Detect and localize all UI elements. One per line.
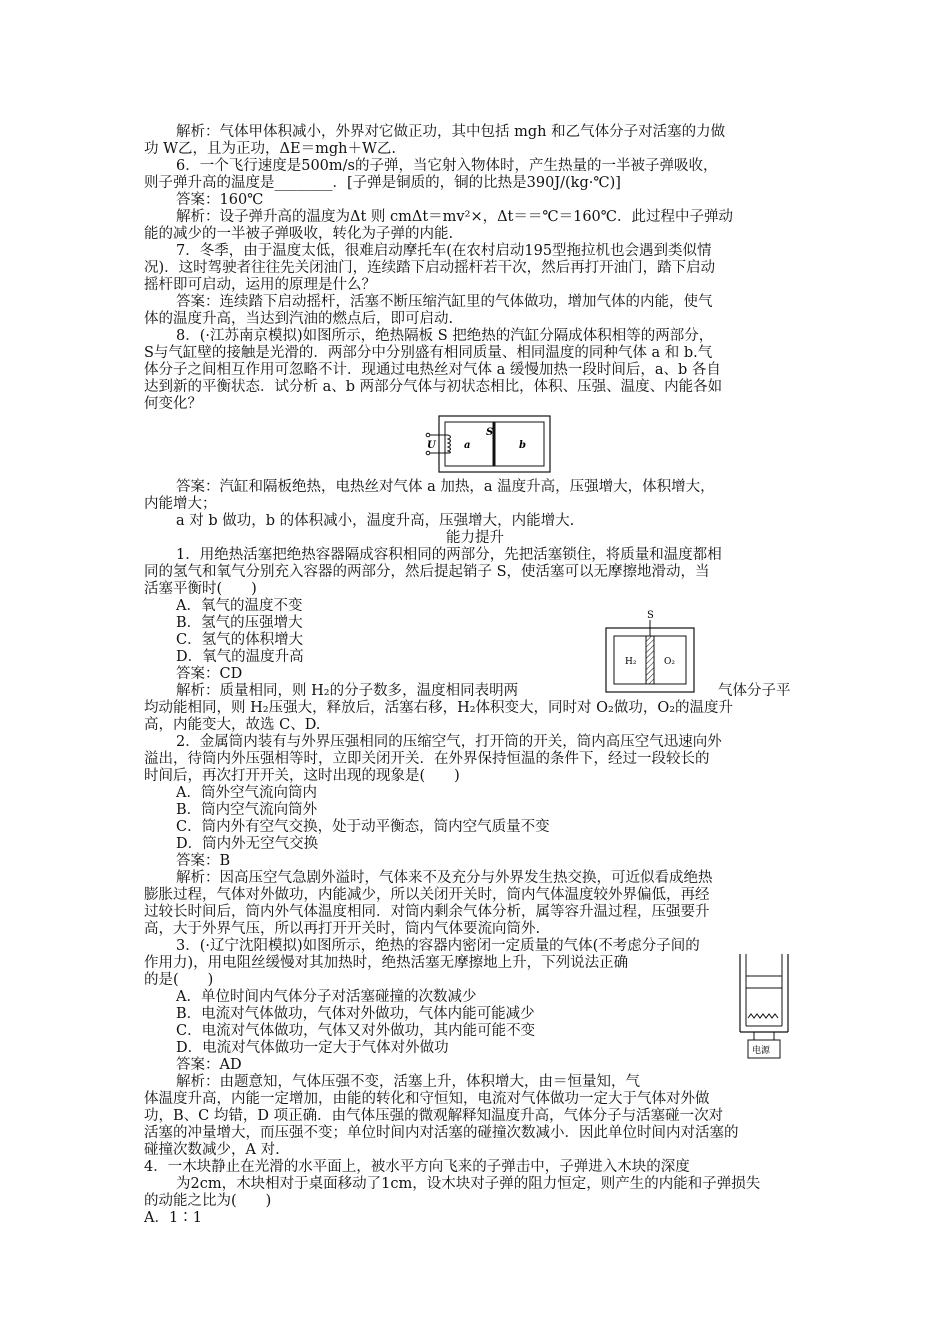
option-a: A．单位时间内气体分子对活塞碰撞的次数减少: [176, 989, 477, 1005]
text-line: 解析：质量相同，则 H₂的分子数多，温度相同表明两: [176, 683, 519, 699]
text-line: 活塞平衡时( ): [144, 581, 257, 597]
piston-container-figure: [604, 604, 696, 698]
text-line: S与气缸壁的接触是光滑的．两部分中分别盛有相同质量、相同温度的同种气体 a 和 b.气: [144, 345, 713, 361]
text-line: 能的减少的一半被子弹吸收，转化为子弹的内能.: [144, 226, 454, 242]
answer: 答案：CD: [176, 666, 243, 682]
text-line: 的动能之比为( ): [144, 1193, 272, 1209]
question-4: 为2cm，木块相对于桌面移动了1cm，设木块对子弹的阻力恒定，则产生的内能和子弹损失: [176, 1176, 761, 1192]
text-line: 解析：设子弹升高的温度为Δt 则 cmΔt＝mv²×，Δt＝＝℃＝160℃．此过程中子弹动: [176, 209, 734, 225]
option-d: D．氧气的温度升高: [176, 649, 304, 665]
question-6: 6．一个飞行速度是500m/s的子弹，当它射入物体时，产生热量的一半被子弹吸收，: [176, 158, 718, 174]
text-line: 活塞的冲量增大，而压强不变；单位时间内对活塞的碰撞次数减小．因此单位时间内对活塞的: [144, 1125, 739, 1141]
option-b: B．筒内空气流向筒外: [176, 802, 318, 818]
text-line: a 对 b 做功，b 的体积减小，温度升高，压强增大，内能增大.: [176, 513, 575, 529]
label-s: S: [486, 427, 494, 438]
text-line: 体分子之间相互作用可忽略不计．现通过电热丝对气体 a 缓慢加热一段时间后，a、b 各自: [144, 362, 721, 378]
label-h2: H₂: [625, 657, 637, 667]
text-line: 膨胀过程，气体对外做功，内能减少，所以关闭开关时，筒内气体温度较外界偏低，再经: [144, 887, 710, 903]
question-8: 8．(·江苏南京模拟)如图所示，绝热隔板 S 把绝热的汽缸分隔成体积相等的两部分，: [176, 328, 714, 344]
answer: 答案：B: [176, 853, 231, 869]
question-2: 2．金属筒内装有与外界压强相同的压缩空气，打开筒的开关，筒内高压空气迅速向外: [176, 734, 722, 750]
answer: 答案：AD: [176, 1057, 242, 1073]
text-line: 体温度升高，内能一定增加，由能的转化和守恒知，电流对气体做功一定大于气体对外做: [144, 1091, 710, 1107]
text-line: 高，内能变大，故选 C、D.: [144, 717, 321, 733]
text-line: 过较长时间后，筒内外气体温度相同．对筒内剩余气体分析，属等容升温过程，压强要升: [144, 904, 710, 920]
question-1: 1．用绝热活塞把绝热容器隔成容积相同的两部分，先把活塞锁住，将质量和温度都相: [176, 547, 722, 563]
option-c: C．氢气的体积增大: [176, 632, 304, 648]
text-line: 摇杆即可启动，运用的原理是什么？: [144, 277, 376, 293]
text-line: 况)．这时驾驶者往往先关闭油门，连续踏下启动摇杆若干次，然后再打开油门，踏下启动: [144, 260, 716, 276]
answer: 答案：连续踏下启动摇杆，活塞不断压缩汽缸里的气体做功，增加气体的内能，使气: [176, 294, 713, 310]
label-a: a: [464, 440, 471, 451]
text-line: 高，大于外界气压，所以再打开开关时，筒内气体要流向筒外.: [144, 921, 541, 937]
cylinder-figure: [424, 413, 554, 477]
text-line: 碰撞次数减少，A 对.: [144, 1142, 280, 1158]
text-line: 解析：气体甲体积减小，外界对它做正功，其中包括 mgh 和乙气体分子对活塞的力做: [176, 124, 726, 140]
text-line: 达到新的平衡状态．试分析 a、b 两部分气体与初状态相比，体积、压强、温度、内能各如: [144, 379, 723, 395]
answer: 答案：汽缸和隔板绝热，电热丝对气体 a 加热，a 温度升高，压强增大，体积增大，: [176, 479, 715, 495]
option-b: B．电流对气体做功，气体对外做功，气体内能可能减少: [176, 1006, 535, 1022]
option-c: C．筒内外有空气交换，处于动平衡态，筒内空气质量不变: [176, 819, 550, 835]
option-a: A．氧气的温度不变: [176, 598, 303, 614]
answer: 答案：160℃: [176, 192, 264, 208]
label-s: S: [647, 610, 654, 621]
text-line: 解析：由题意知，气体压强不变，活塞上升，体积增大，由＝恒量知，气: [176, 1074, 640, 1090]
power-source-label: 电源: [752, 1046, 771, 1056]
section-heading: 能力提升: [446, 530, 504, 546]
text-line: 功 W乙，且为正功，ΔE＝mgh＋W乙.: [144, 141, 396, 157]
text-line: 4．一木块静止在光滑的水平面上，被水平方向飞来的子弹击中，子弹进入木块的深度: [144, 1159, 690, 1175]
question-7: 7．冬季，由于温度太低，很难启动摩托车(在农村启动195型拖拉机也会遇到类似情: [176, 243, 712, 259]
text-line: 体的温度升高，当达到汽油的燃点后，即可启动.: [144, 311, 454, 327]
label-b: b: [519, 440, 526, 451]
text-line: 溢出，待筒内外压强相等时，立即关闭开关．在外界保持恒温的条件下，经过一段较长的: [144, 751, 710, 767]
text-line: 解析：因高压空气急剧外溢时，气体来不及充分与外界发生热交换，可近似看成绝热: [176, 870, 713, 886]
text-line: 气体分子平: [718, 683, 791, 699]
text-line: 同的氢气和氧气分别充入容器的两部分，然后提起销子 S，使活塞可以无摩擦地滑动，当: [144, 564, 710, 580]
text-line: 何变化？: [144, 396, 202, 412]
text-line: 则子弹升高的温度是________．[子弹是铜质的，铜的比热是390J/(kg·℃)]: [144, 175, 621, 191]
option-d: D．筒内外无空气交换: [176, 836, 319, 852]
text-line: 的是( ): [144, 972, 214, 988]
option-b: B．氢气的压强增大: [176, 615, 303, 631]
option-d: D．电流对气体做功一定大于气体对外做功: [176, 1040, 449, 1056]
text-line: 时间后，再次打开开关，这时出现的现象是( ): [144, 768, 460, 784]
text-line: 作用力)，用电阻丝缓慢对其加热时，绝热活塞无摩擦地上升，下列说法正确: [144, 955, 629, 971]
option-a: A．筒外空气流向筒内: [176, 785, 317, 801]
option-c: C．电流对气体做功，气体又对外做功，其内能可能不变: [176, 1023, 536, 1039]
text-line: 功，B、C 均错，D 项正确．由气体压强的微观解释知温度升高，气体分子与活塞碰一次对: [144, 1108, 724, 1124]
question-3: 3．(·辽宁沈阳模拟)如图所示，绝热的容器内密闭一定质量的气体(不考虑分子间的: [176, 938, 700, 954]
text-line: 均动能相同，则 H₂压强大，释放后，活塞右移，H₂体积变大，同时对 O₂做功，O₂的温度升: [144, 700, 734, 716]
heated-cylinder-figure: [734, 952, 794, 1064]
text-line: A．1∶1: [144, 1210, 202, 1226]
label-o2: O₂: [664, 657, 675, 667]
text-line: 内能增大；: [144, 496, 217, 512]
label-u: U: [427, 440, 436, 451]
